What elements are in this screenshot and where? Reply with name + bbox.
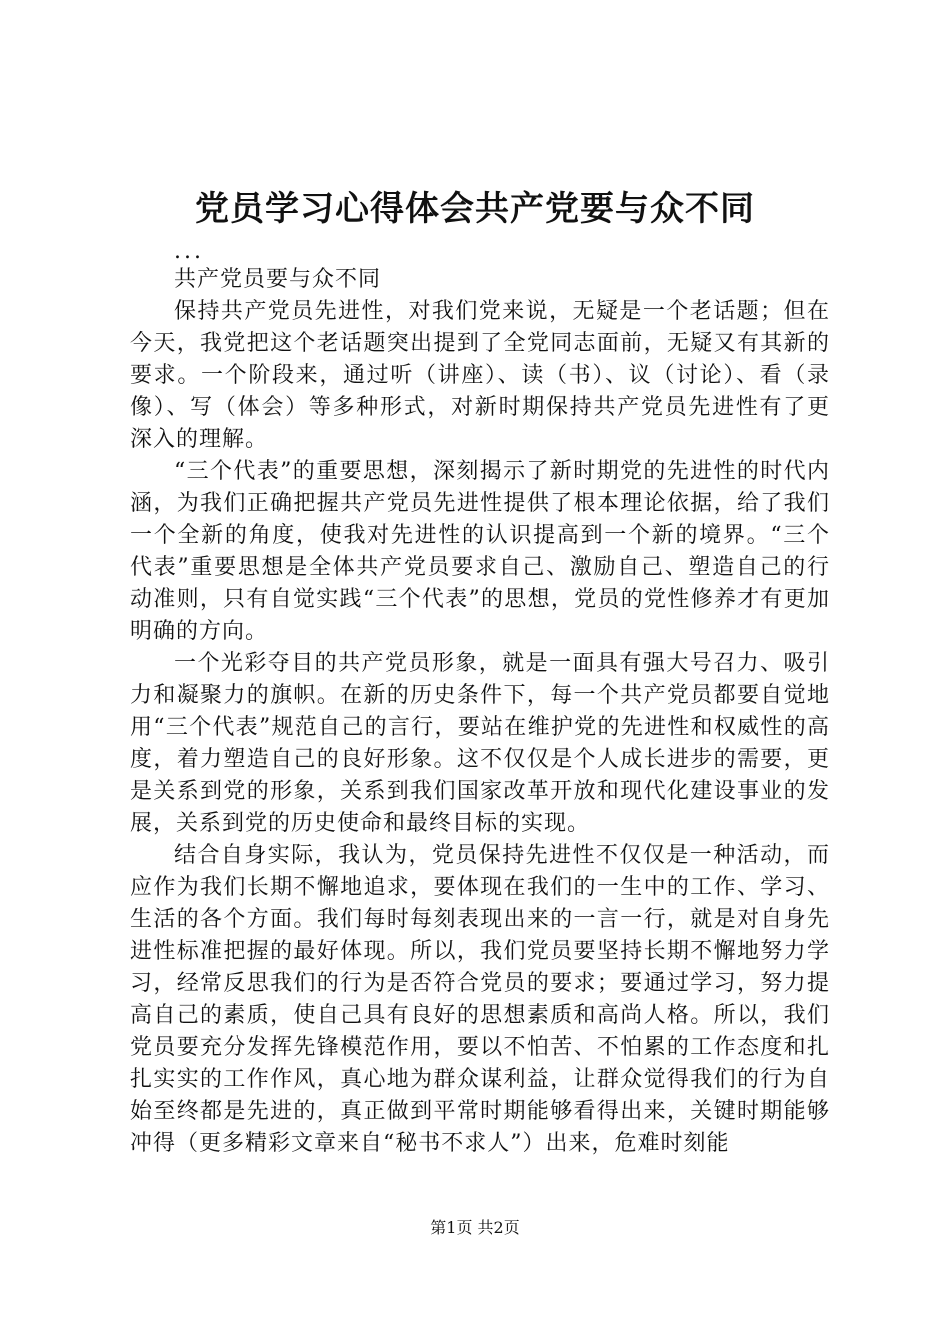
ellipsis-line: ... xyxy=(174,239,204,264)
page-footer: 第1页 共2页 xyxy=(430,1218,520,1237)
document-body xyxy=(130,240,830,1160)
paragraph-4: 结合自身实际，我认为，党员保持先进性不仅仅是一种活动，而应作为我们长期不懈地追求，要体现在我们的一生中的工作、学习、生活的各个方面。我们每时每刻表现出来的一言一行，就是对自身先进性标准把握的最好体现。所以，我们党员要坚持长期不懈地努力学习，经常反思我们的行为是否符合党员的要求；要通过学习，努力提高自己的素质，使自己具有良好的思想素质和高尚人格。所以，我们党员要充分发挥先锋模范作用，要以不怕苦、不怕累的工作态度和扎扎实实的工作作风，真心地为群众谋利益，让群众觉得我们的行为自始至终都是先进的，真正做到平常时期能够看得出来，关键时期能够冲得（更多精彩文章来自“秘书不求人”）出来，危难时刻能 xyxy=(130,843,830,1156)
paragraph-3: 一个光彩夺目的共产党员形象，就是一面具有强大号召力、吸引力和凝聚力的旗帜。在新的历史条件下，每一个共产党员都要自觉地用“三个代表”规范自己的言行，要站在维护党的先进性和权威性的高度，着力塑造自己的良好形象。这不仅仅是个人成长进步的需要，更是关系到党的形象，关系到我们国家改革开放和现代化建设事业的发展，关系到党的历史使命和最终目标的实现。 xyxy=(130,651,830,836)
paragraph-subtitle: 共产党员要与众不同 xyxy=(174,267,382,292)
page-title: 党员学习心得体会共产党要与众不同 xyxy=(195,189,755,229)
paragraph-2: “三个代表”的重要思想，深刻揭示了新时期党的先进性的时代内涵，为我们正确把握共产党员先进性提供了根本理论依据，给了我们一个全新的角度，使我对先进性的认识提高到一个新的境界。“三个代表”重要思想是全体共产党员要求自己、激励自己、塑造自己的行动准则，只有自觉实践“三个代表”的思想，党员的党性修养才有更加明确的方向。 xyxy=(130,459,830,644)
paragraph-1: 保持共产党员先进性，对我们党来说，无疑是一个老话题；但在今天，我党把这个老话题突出提到了全党同志面前，无疑又有其新的要求。一个阶段来，通过听（讲座）、读（书）、议（讨论）、看（录像）、写（体会）等多种形式，对新时期保持共产党员先进性有了更深入的理解。 xyxy=(130,299,830,452)
